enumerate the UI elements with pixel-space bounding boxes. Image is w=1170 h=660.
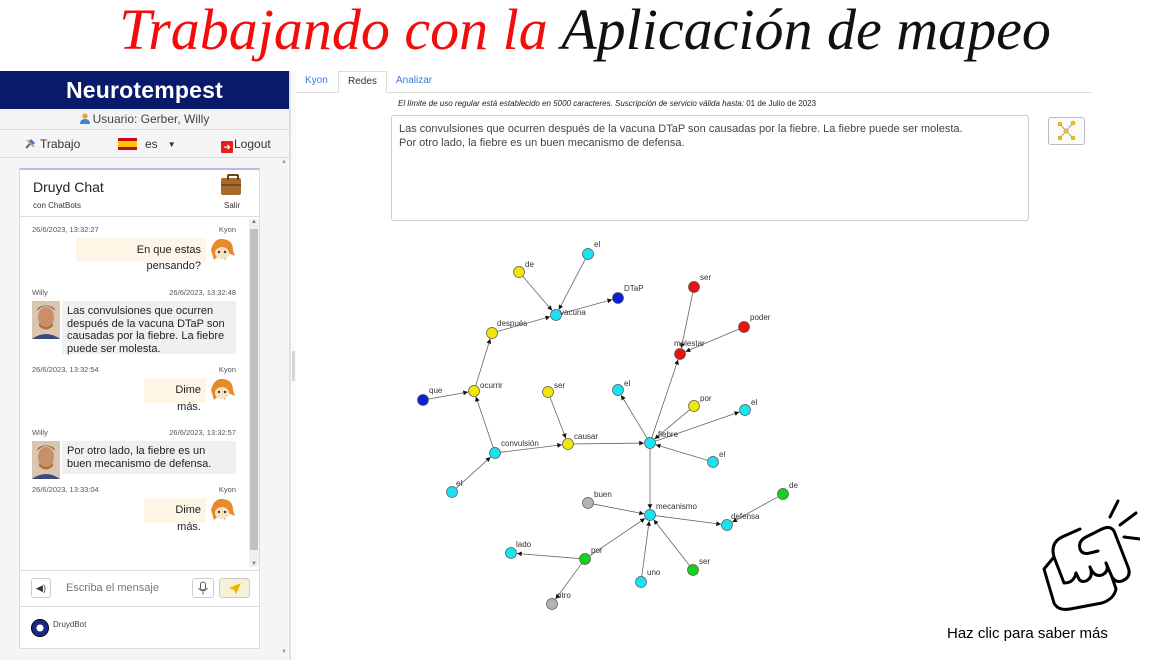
node-por2[interactable] <box>580 554 591 565</box>
node-lado[interactable] <box>506 548 517 559</box>
node-label-molestar: molestar <box>674 339 705 348</box>
message-sender: Willy <box>32 288 48 297</box>
user-message-bubble: Las convulsiones que ocurren después de la vacuna DTaP son causadas por la fiebre. La fiebre puede ser molesta. <box>62 301 236 354</box>
node-label-ser2: ser <box>554 381 566 390</box>
chat-scroll-thumb[interactable] <box>250 229 258 550</box>
microphone-icon <box>193 579 213 597</box>
node-label-de2: de <box>789 481 798 490</box>
node-molestar[interactable] <box>675 349 686 360</box>
network-graph-icon <box>1049 118 1084 144</box>
chat-header <box>20 170 259 217</box>
node-label-ser1: ser <box>700 273 712 282</box>
work-label: Trabajo <box>40 137 81 151</box>
edge-buen-mecanismo <box>593 504 644 514</box>
node-causar[interactable] <box>563 439 574 450</box>
edge-ocurrir-despues <box>476 339 491 386</box>
usage-note-text: El límite de uso regular está establecido en 5000 caracteres. Suscripción de servicio válida hasta: <box>398 99 744 108</box>
send-button[interactable] <box>219 578 250 598</box>
chat-message <box>20 288 249 355</box>
sidebar-scrollbar[interactable] <box>280 159 288 659</box>
node-mecanismo[interactable] <box>645 510 656 521</box>
message-time: 26/6/2023, 13:32:57 <box>169 428 236 437</box>
message-input-bar <box>20 570 259 605</box>
semantic-network-graph <box>400 232 820 617</box>
node-label-dtap: DTaP <box>624 284 644 293</box>
node-label-ser3: ser <box>699 557 711 566</box>
brand-logo: Neurotempest <box>0 71 289 109</box>
scroll-down-icon[interactable]: ▼ <box>281 649 287 655</box>
chat-title: Druyd Chat <box>33 179 104 195</box>
node-ocurrir[interactable] <box>469 386 480 397</box>
node-label-fiebre: fiebre <box>658 430 679 439</box>
message-sender: Kyon <box>218 365 236 374</box>
chat-panel <box>19 168 260 649</box>
node-buen[interactable] <box>583 498 594 509</box>
message-time: 26/6/2023, 13:33:04 <box>32 485 99 494</box>
logout-link[interactable] <box>221 137 271 153</box>
chat-scrollbar[interactable] <box>249 219 259 567</box>
scroll-up-icon[interactable]: ▲ <box>281 159 287 165</box>
node-de2[interactable] <box>778 489 789 500</box>
node-label-que: que <box>429 386 443 395</box>
microphone-button[interactable] <box>192 578 214 598</box>
node-que[interactable] <box>418 395 429 406</box>
usage-date: 01 de Julio de 2023 <box>746 99 817 108</box>
user-message-bubble: Por otro lado, la fiebre es un buen mecanismo de defensa. <box>62 441 236 474</box>
node-el2[interactable] <box>613 385 624 396</box>
edge-fiebre-el2 <box>621 395 647 438</box>
user-label: Usuario: Gerber, Willy <box>92 112 210 126</box>
chat-message <box>20 225 249 272</box>
menu-row <box>0 130 289 158</box>
bot-name: DruydBot <box>53 620 87 629</box>
willy-avatar <box>32 301 60 339</box>
exit-button[interactable]: Salir <box>223 201 240 210</box>
node-otro[interactable] <box>547 599 558 610</box>
edge-el1-vacuna <box>559 259 586 310</box>
click-hint: Haz clic para saber más <box>947 625 1108 642</box>
node-label-otro: otro <box>557 591 571 600</box>
tab-redes[interactable]: Redes <box>338 71 387 93</box>
tools-icon <box>24 137 37 150</box>
node-label-el4: el <box>719 450 726 459</box>
message-time: 26/6/2023, 13:32:27 <box>32 225 99 234</box>
tab-analizar[interactable]: Analizar <box>396 75 433 86</box>
edge-causar-fiebre <box>573 443 644 444</box>
splitter-grip[interactable] <box>292 351 295 381</box>
language-value: es <box>145 137 158 151</box>
node-por1[interactable] <box>689 401 700 412</box>
node-el3[interactable] <box>740 405 751 416</box>
edge-convulsion-ocurrir <box>476 397 493 448</box>
node-el5[interactable] <box>447 487 458 498</box>
node-de1[interactable] <box>514 267 525 278</box>
sidebar <box>0 71 290 660</box>
page-title-part2: Aplicación de mapeo <box>561 0 1051 62</box>
user-icon <box>80 113 90 124</box>
edge-ser3-mecanismo <box>654 520 690 566</box>
bot-message-bubble: Dime más. <box>144 378 206 403</box>
node-label-por1: por <box>700 394 712 403</box>
message-sender: Willy <box>32 428 48 437</box>
speaker-button[interactable]: ◀) <box>31 578 51 598</box>
node-poder[interactable] <box>739 322 750 333</box>
node-label-el3: el <box>751 398 758 407</box>
edge-el4-fiebre <box>656 445 708 461</box>
node-defensa[interactable] <box>722 520 733 531</box>
analysis-textarea[interactable] <box>391 115 1029 221</box>
chat-message <box>20 365 249 413</box>
message-time: 26/6/2023, 13:32:54 <box>32 365 99 374</box>
node-label-defensa: defensa <box>731 512 760 521</box>
node-label-de1: de <box>525 260 534 269</box>
node-label-mecanismo: mecanismo <box>656 502 697 511</box>
node-label-el2: el <box>624 379 631 388</box>
node-label-buen: buen <box>594 490 612 499</box>
node-ser1[interactable] <box>689 282 700 293</box>
node-label-vacuna: vacuna <box>560 308 586 317</box>
edge-de1-vacuna <box>523 276 552 310</box>
druydbot-logo <box>31 619 49 637</box>
edge-ser2-causar <box>550 397 566 438</box>
chat-message <box>20 428 249 470</box>
caret-down-icon: ▼ <box>167 140 176 149</box>
node-label-uno: uno <box>647 568 661 577</box>
node-label-convulsion: convulsión <box>501 439 539 448</box>
node-label-ocurrir: ocurrir <box>480 381 503 390</box>
node-dtap[interactable] <box>613 293 624 304</box>
work-menu[interactable] <box>24 137 80 151</box>
generate-network-button[interactable] <box>1048 117 1085 145</box>
node-el1[interactable] <box>583 249 594 260</box>
message-input[interactable] <box>58 578 190 598</box>
tab-kyon[interactable]: Kyon <box>305 75 328 86</box>
user-row <box>0 109 289 130</box>
chat-message <box>20 485 249 533</box>
node-label-el5: el <box>456 479 463 488</box>
bot-message-bubble: En que estas pensando? <box>76 238 206 262</box>
tab-bar <box>296 71 1092 93</box>
page-title-part1: Trabajando con la <box>119 0 548 62</box>
send-icon <box>220 579 249 597</box>
kyon-avatar <box>208 236 236 264</box>
node-label-causar: causar <box>574 432 599 441</box>
usage-note <box>398 99 816 108</box>
bot-message-bubble: Dime más. <box>144 498 206 523</box>
message-time: 26/6/2023, 13:32:48 <box>169 288 236 297</box>
scroll-down-icon[interactable]: ▼ <box>251 561 257 567</box>
message-sender: Kyon <box>218 485 236 494</box>
node-convulsion[interactable] <box>490 448 501 459</box>
node-ser2[interactable] <box>543 387 554 398</box>
scroll-up-icon[interactable]: ▲ <box>251 219 257 225</box>
chat-footer <box>20 606 259 649</box>
node-ser3[interactable] <box>688 565 699 576</box>
message-list <box>20 219 249 569</box>
node-label-lado: lado <box>516 540 532 549</box>
edge-fiebre-molestar <box>652 360 678 438</box>
willy-avatar <box>32 441 60 479</box>
edge-por2-lado <box>517 553 580 558</box>
logout-label: Logout <box>234 137 271 151</box>
node-fiebre[interactable] <box>645 438 656 449</box>
message-sender: Kyon <box>218 225 236 234</box>
panel-splitter[interactable] <box>290 71 296 660</box>
chat-subtitle: con ChatBots <box>33 201 82 210</box>
node-label-despues: después <box>497 319 528 328</box>
node-label-poder: poder <box>750 313 771 322</box>
spain-flag-icon <box>118 138 137 150</box>
pointing-hand-icon[interactable] <box>1040 497 1140 617</box>
kyon-avatar <box>208 376 236 404</box>
edge-mecanismo-defensa <box>655 516 721 525</box>
node-el4[interactable] <box>708 457 719 468</box>
language-select[interactable] <box>118 137 176 152</box>
logout-icon: ➜ <box>221 141 233 153</box>
page-title <box>0 0 1170 62</box>
node-label-el1: el <box>594 240 601 249</box>
briefcase-icon[interactable] <box>221 178 241 195</box>
node-label-por2: por <box>591 546 603 555</box>
kyon-avatar <box>208 496 236 524</box>
node-uno[interactable] <box>636 577 647 588</box>
node-despues[interactable] <box>487 328 498 339</box>
